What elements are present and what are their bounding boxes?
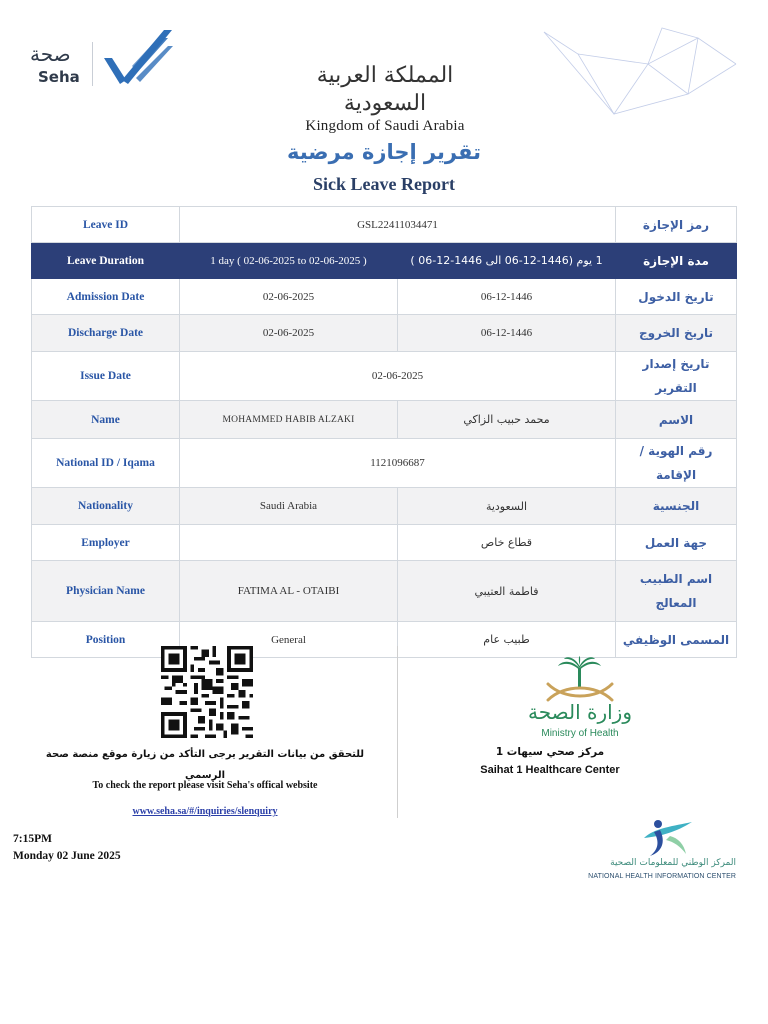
ministry-of-health-english: Ministry of Health bbox=[541, 728, 619, 739]
table-row-national-id bbox=[32, 439, 737, 488]
value-physician-en: FATIMA AL - OTAIBI bbox=[180, 561, 398, 622]
value-discharge-date-ar: 06-12-1446 bbox=[398, 315, 616, 352]
value-nationality-ar: السعودية bbox=[398, 488, 616, 525]
value-employer-en bbox=[180, 525, 398, 561]
ministry-of-health-arabic: وزارة الصحة bbox=[528, 700, 632, 724]
label-issue-date: Issue Date bbox=[32, 352, 180, 401]
label-physician-ar bbox=[616, 561, 737, 622]
palm-swords-emblem-icon bbox=[540, 656, 620, 702]
value-position-en: General bbox=[180, 622, 398, 658]
label-position: Position bbox=[32, 622, 180, 658]
seha-logo-english: Seha bbox=[38, 68, 80, 86]
logo-divider bbox=[92, 42, 93, 86]
healthcare-center-english: Saihat 1 Healthcare Center bbox=[480, 764, 620, 776]
print-time: 7:15PM bbox=[13, 833, 52, 845]
kingdom-arabic-calligraphy: المملكة العربية السعودية bbox=[316, 63, 454, 116]
value-discharge-date-en: 02-06-2025 bbox=[180, 315, 398, 352]
label-leave-id-ar: رمز الإجازة bbox=[616, 207, 737, 243]
verify-arabic-line2: الرسمي bbox=[184, 770, 226, 781]
verify-arabic-line1: للتحقق من بيانات التقرير يرجى التأكد من زيارة موقع منصة صحة bbox=[45, 749, 365, 760]
label-physician-ar-line2: المعالج bbox=[655, 596, 697, 610]
label-national-id: National ID / Iqama bbox=[32, 439, 180, 488]
label-nationality-ar: الجنسية bbox=[616, 488, 737, 525]
label-physician-name: Physician Name bbox=[32, 561, 180, 622]
table-row-position bbox=[32, 622, 737, 658]
seha-check-icon bbox=[102, 28, 174, 88]
label-leave-duration: Leave Duration bbox=[32, 243, 180, 279]
value-issue-date: 02-06-2025 bbox=[180, 352, 616, 401]
label-discharge-date: Discharge Date bbox=[32, 315, 180, 352]
value-leave-duration-ar: 1 يوم (1446-12-06 الى 1446-12-06 ) bbox=[398, 243, 616, 279]
label-admission-date-ar: تاريخ الدخول bbox=[616, 279, 737, 315]
print-date: Monday 02 June 2025 bbox=[13, 850, 121, 862]
table-row-nationality bbox=[32, 488, 737, 525]
label-physician-ar-line1: اسم الطبيب bbox=[639, 572, 713, 586]
label-nationality: Nationality bbox=[32, 488, 180, 525]
footer-divider bbox=[397, 646, 398, 818]
label-employer: Employer bbox=[32, 525, 180, 561]
table-row-discharge-date bbox=[32, 315, 737, 352]
label-name-ar: الاسم bbox=[616, 401, 737, 439]
table-row-physician bbox=[32, 561, 737, 622]
sick-leave-table bbox=[31, 206, 737, 658]
label-leave-duration-ar: مدة الإجازة bbox=[616, 243, 737, 279]
value-leave-id: GSL22411034471 bbox=[180, 207, 616, 243]
value-name-ar: محمد حبيب الزاكي bbox=[398, 401, 616, 439]
label-employer-ar: جهة العمل bbox=[616, 525, 737, 561]
value-national-id: 1121096687 bbox=[180, 439, 616, 488]
value-admission-date-en: 02-06-2025 bbox=[180, 279, 398, 315]
seha-logo bbox=[30, 28, 175, 90]
kingdom-english: Kingdom of Saudi Arabia bbox=[305, 118, 465, 134]
table-row-admission-date bbox=[32, 279, 737, 315]
seha-logo-arabic: صحة bbox=[30, 42, 71, 66]
verify-instructions-english: To check the report please visit Seha's offical website bbox=[92, 780, 318, 791]
value-admission-date-ar: 06-12-1446 bbox=[398, 279, 616, 315]
label-admission-date: Admission Date bbox=[32, 279, 180, 315]
value-name-en: MOHAMMED HABIB ALZAKI bbox=[180, 401, 398, 439]
label-issue-date-ar: تاريخ إصدار التقرير bbox=[616, 352, 737, 401]
report-title-arabic: تقرير إجازة مرضية bbox=[286, 140, 481, 164]
nhic-logo-icon bbox=[640, 818, 696, 858]
seha-verify-link[interactable]: www.seha.sa/#/inquiries/slenquiry bbox=[132, 806, 278, 817]
table-row-leave-duration bbox=[32, 243, 737, 279]
label-discharge-date-ar: تاريخ الخروج bbox=[616, 315, 737, 352]
table-row-issue-date bbox=[32, 352, 737, 401]
label-national-id-ar: رقم الهوية /الإقامة bbox=[616, 439, 737, 488]
kingdom-header bbox=[300, 62, 470, 135]
nhic-arabic: المركز الوطني للمعلومات الصحية bbox=[610, 858, 736, 868]
nhic-english: NATIONAL HEALTH INFORMATION CENTER bbox=[588, 873, 736, 880]
table-row-name bbox=[32, 401, 737, 439]
label-leave-id: Leave ID bbox=[32, 207, 180, 243]
label-position-ar: المسمى الوظيفي bbox=[616, 622, 737, 658]
value-physician-ar: فاطمة العتيبي bbox=[398, 561, 616, 622]
value-nationality-en: Saudi Arabia bbox=[180, 488, 398, 525]
value-leave-duration-en: 1 day ( 02-06-2025 to 02-06-2025 ) bbox=[180, 243, 398, 279]
healthcare-center-arabic: مركز صحي سيهات 1 bbox=[495, 746, 605, 758]
label-name: Name bbox=[32, 401, 180, 439]
report-title-english: Sick Leave Report bbox=[313, 174, 455, 194]
table-row-leave-id bbox=[32, 207, 737, 243]
value-position-ar: طبيب عام bbox=[398, 622, 616, 658]
qr-code-icon bbox=[158, 646, 256, 738]
network-pattern-graphic bbox=[538, 24, 738, 124]
value-employer-ar: قطاع خاص bbox=[398, 525, 616, 561]
table-row-employer bbox=[32, 525, 737, 561]
